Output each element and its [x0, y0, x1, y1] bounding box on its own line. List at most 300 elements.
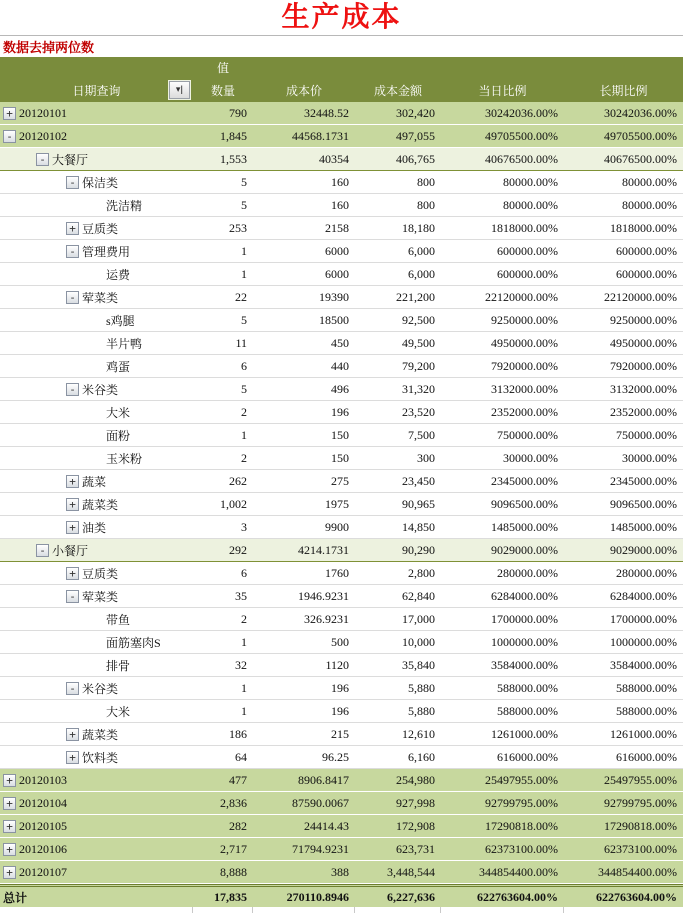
value-cell: 292: [229, 542, 247, 557]
value-cell: 622763604.00%: [596, 889, 677, 904]
value-cell: 344854400.00%: [598, 864, 677, 879]
value-cell: 92,500: [402, 312, 435, 327]
value-cell: 9029000.00%: [491, 542, 558, 557]
row-label-text: 带鱼: [106, 612, 131, 627]
value-cell: 500: [331, 634, 349, 649]
value-cell: 2345000.00%: [610, 473, 677, 488]
value-cell: 2352000.00%: [491, 404, 558, 419]
value-cell: 2: [241, 611, 247, 626]
row-label-cell: [0, 286, 193, 308]
value-cell: 80000.00%: [622, 174, 677, 189]
table-row: [0, 447, 683, 470]
row-label-cell: [0, 608, 193, 630]
row-label-cell: [0, 240, 193, 262]
value-cell: 186: [229, 726, 247, 741]
value-cell: 49705500.00%: [485, 128, 558, 143]
value-cell: 25497955.00%: [604, 772, 677, 787]
value-cell: 3132000.00%: [491, 381, 558, 396]
value-cell: 600000.00%: [497, 266, 558, 281]
row-label-text: 玉米粉: [106, 451, 143, 466]
row-label-cell: [0, 861, 193, 883]
value-cell: 10,000: [402, 634, 435, 649]
value-cell: 49705500.00%: [604, 128, 677, 143]
value-cell: 6: [241, 565, 247, 580]
expand-icon[interactable]: +: [66, 728, 79, 741]
column-header-4: 长期比例: [599, 83, 648, 98]
row-label-text: 米谷类: [82, 382, 119, 397]
value-cell: 450: [331, 335, 349, 350]
pivot-header-row: [0, 78, 683, 102]
row-label-cell: [0, 631, 193, 653]
value-cell: 196: [331, 404, 349, 419]
table-row: [0, 194, 683, 217]
value-cell: 1000000.00%: [491, 634, 558, 649]
value-cell: 90,965: [402, 496, 435, 511]
expand-icon[interactable]: +: [66, 567, 79, 580]
value-cell: 23,450: [402, 473, 435, 488]
collapse-icon[interactable]: -: [66, 383, 79, 396]
value-cell: 4950000.00%: [610, 335, 677, 350]
value-cell: 2: [241, 450, 247, 465]
value-cell: 22120000.00%: [604, 289, 677, 304]
value-cell: 1818000.00%: [491, 220, 558, 235]
column-header-1: 成本价: [285, 83, 322, 98]
value-cell: 6000: [325, 266, 349, 281]
value-cell: 5: [241, 197, 247, 212]
expand-icon[interactable]: +: [3, 797, 16, 810]
value-cell: 3584000.00%: [610, 657, 677, 672]
value-cell: 40676500.00%: [604, 151, 677, 166]
table-row: [0, 286, 683, 309]
value-cell: 22120000.00%: [485, 289, 558, 304]
value-cell: 3584000.00%: [491, 657, 558, 672]
row-label-cell: [0, 378, 193, 400]
row-label-cell: [0, 309, 193, 331]
value-cell: 1700000.00%: [610, 611, 677, 626]
value-cell: 440: [331, 358, 349, 373]
value-cell: 7920000.00%: [491, 358, 558, 373]
value-cell: 2,717: [220, 841, 247, 856]
value-cell: 35: [235, 588, 247, 603]
table-row: [0, 539, 683, 562]
row-label-text: 20120103: [19, 772, 67, 787]
sort-filter-dropdown-icon[interactable]: ▾ǀ: [169, 81, 190, 99]
value-cell: 3132000.00%: [610, 381, 677, 396]
value-cell: 96.25: [322, 749, 349, 764]
collapse-icon[interactable]: -: [3, 130, 16, 143]
value-cell: 588000.00%: [616, 703, 677, 718]
pivot-rows: [0, 102, 683, 907]
column-gridline: [354, 907, 355, 913]
expand-icon[interactable]: +: [3, 774, 16, 787]
value-cell: 17,000: [402, 611, 435, 626]
row-label-cell: [0, 194, 193, 216]
value-cell: 406,765: [396, 151, 435, 166]
value-cell: 6284000.00%: [610, 588, 677, 603]
table-row: [0, 677, 683, 700]
value-cell: 22: [235, 289, 247, 304]
row-label-text: 面粉: [106, 428, 131, 443]
pivot-table: [0, 57, 683, 913]
value-cell: 497,055: [396, 128, 435, 143]
collapse-icon[interactable]: -: [36, 544, 49, 557]
expand-icon[interactable]: +: [66, 521, 79, 534]
value-cell: 1: [241, 634, 247, 649]
pivot-header-values-row: [0, 57, 683, 78]
value-cell: 275: [331, 473, 349, 488]
row-label-text: 洗洁精: [106, 198, 143, 213]
value-cell: 40354: [319, 151, 349, 166]
value-cell: 1: [241, 703, 247, 718]
value-cell: 254,980: [396, 772, 435, 787]
report-note: 数据去掉两位数: [3, 40, 95, 55]
value-cell: 62373100.00%: [604, 841, 677, 856]
row-label-text: 面筋塞肉S: [106, 635, 161, 650]
value-cell: 1120: [325, 657, 349, 672]
value-cell: 150: [331, 427, 349, 442]
table-row: [0, 401, 683, 424]
row-label-text: 蔬菜: [82, 474, 107, 489]
value-cell: 588000.00%: [616, 680, 677, 695]
row-label-text: 蔬菜类: [82, 727, 119, 742]
table-row: [0, 263, 683, 286]
collapse-icon[interactable]: -: [66, 590, 79, 603]
value-cell: 5,880: [408, 680, 435, 695]
value-cell: 40676500.00%: [485, 151, 558, 166]
table-row: [0, 585, 683, 608]
next-row-gridline-strip: [0, 907, 683, 913]
column-header-3: 当日比例: [478, 83, 527, 98]
value-cell: 90,290: [402, 542, 435, 557]
row-label-cell: [0, 887, 193, 907]
value-cell: 6284000.00%: [491, 588, 558, 603]
value-cell: 19390: [319, 289, 349, 304]
value-cell: 23,520: [402, 404, 435, 419]
value-cell: 6000: [325, 243, 349, 258]
table-row: [0, 838, 683, 861]
value-cell: 1485000.00%: [610, 519, 677, 534]
row-labels-header: [0, 78, 193, 102]
table-row: [0, 608, 683, 631]
value-cell: 600000.00%: [616, 243, 677, 258]
value-cell: 4950000.00%: [491, 335, 558, 350]
collapse-icon[interactable]: -: [66, 682, 79, 695]
value-cell: 32448.52: [304, 105, 349, 120]
table-row: [0, 378, 683, 401]
value-cell: 71794.9231: [292, 841, 349, 856]
row-label-cell: [0, 493, 193, 515]
table-row: [0, 562, 683, 585]
table-row: [0, 332, 683, 355]
values-area-label: 值: [216, 61, 229, 75]
row-label-text: 大米: [106, 704, 131, 719]
column-gridline: [440, 907, 441, 913]
row-label-cell: [0, 815, 193, 837]
table-row: [0, 516, 683, 539]
row-label-text: 米谷类: [82, 681, 119, 696]
value-cell: 253: [229, 220, 247, 235]
value-cell: 1,845: [220, 128, 247, 143]
value-cell: 1485000.00%: [491, 519, 558, 534]
value-cell: 17290818.00%: [485, 818, 558, 833]
value-cell: 280000.00%: [497, 565, 558, 580]
row-label-cell: [0, 562, 193, 584]
value-cell: 31,320: [402, 381, 435, 396]
value-cell: 172,908: [396, 818, 435, 833]
value-cell: 1261000.00%: [610, 726, 677, 741]
row-labels-header-text: 日期查询: [72, 83, 121, 98]
expand-icon[interactable]: +: [66, 475, 79, 488]
value-cell: 6,160: [408, 749, 435, 764]
value-cell: 2345000.00%: [491, 473, 558, 488]
value-cell: 750000.00%: [497, 427, 558, 442]
row-label-cell: [0, 769, 193, 791]
column-gridline: [563, 907, 564, 913]
table-row: [0, 102, 683, 125]
expand-icon[interactable]: +: [3, 820, 16, 833]
value-cell: 18,180: [402, 220, 435, 235]
value-cell: 1,553: [220, 151, 247, 166]
collapse-icon[interactable]: -: [66, 245, 79, 258]
row-label-cell: [0, 746, 193, 768]
value-cell: 326.9231: [304, 611, 349, 626]
table-row: [0, 309, 683, 332]
value-cell: 2352000.00%: [610, 404, 677, 419]
value-cell: 14,850: [402, 519, 435, 534]
value-cell: 1: [241, 427, 247, 442]
row-label-cell: [0, 700, 193, 722]
value-cell: 600000.00%: [497, 243, 558, 258]
table-row: [0, 493, 683, 516]
value-cell: 2158: [325, 220, 349, 235]
row-label-cell: [0, 838, 193, 860]
value-cell: 1975: [325, 496, 349, 511]
row-label-text: s鸡腿: [106, 313, 135, 328]
value-cell: 79,200: [402, 358, 435, 373]
value-cell: 35,840: [402, 657, 435, 672]
value-cell: 30000.00%: [503, 450, 558, 465]
value-cell: 32: [235, 657, 247, 672]
value-cell: 270110.8946: [286, 889, 349, 904]
value-cell: 1000000.00%: [610, 634, 677, 649]
table-row: [0, 125, 683, 148]
value-cell: 215: [331, 726, 349, 741]
row-label-cell: [0, 723, 193, 745]
row-label-cell: [0, 470, 193, 492]
table-row: [0, 355, 683, 378]
value-cell: 17,835: [214, 889, 247, 904]
value-cell: 30000.00%: [622, 450, 677, 465]
row-label-cell: [0, 355, 193, 377]
column-header-0: 数量: [210, 83, 235, 98]
value-cell: 588000.00%: [497, 680, 558, 695]
table-row: [0, 769, 683, 792]
row-label-text: 20120102: [19, 128, 67, 143]
value-cell: 3: [241, 519, 247, 534]
value-cell: 4214.1731: [298, 542, 349, 557]
value-cell: 6,000: [408, 266, 435, 281]
table-row: [0, 884, 683, 907]
value-cell: 622763604.00%: [477, 889, 558, 904]
page-title: 生产成本: [281, 1, 402, 33]
value-cell: 17290818.00%: [604, 818, 677, 833]
row-label-cell: [0, 125, 193, 147]
row-label-text: 管理费用: [82, 244, 131, 259]
value-cell: 1: [241, 680, 247, 695]
table-row: [0, 631, 683, 654]
expand-icon[interactable]: +: [66, 498, 79, 511]
collapse-icon[interactable]: -: [36, 153, 49, 166]
value-cell: 9029000.00%: [610, 542, 677, 557]
value-cell: 800: [417, 197, 435, 212]
value-cell: 2,836: [220, 795, 247, 810]
row-label-text: 20120107: [19, 864, 67, 879]
expand-icon[interactable]: +: [3, 843, 16, 856]
row-label-text: 20120105: [19, 818, 67, 833]
report-subtitle-bar: [0, 36, 683, 57]
row-label-text: 运费: [106, 267, 131, 282]
row-label-text: 豆质类: [82, 566, 119, 581]
table-row: [0, 746, 683, 769]
table-row: [0, 217, 683, 240]
row-label-text: 半片鸭: [106, 336, 143, 351]
value-cell: 6,227,636: [387, 889, 435, 904]
value-cell: 11: [235, 335, 247, 350]
column-gridline: [252, 907, 253, 913]
value-cell: 6,000: [408, 243, 435, 258]
table-row: [0, 240, 683, 263]
value-cell: 12,610: [402, 726, 435, 741]
value-cell: 9096500.00%: [491, 496, 558, 511]
value-cell: 150: [331, 450, 349, 465]
value-cell: 623,731: [396, 841, 435, 856]
table-row: [0, 861, 683, 884]
value-cell: 92799795.00%: [604, 795, 677, 810]
value-cell: 80000.00%: [503, 174, 558, 189]
value-cell: 3,448,544: [387, 864, 435, 879]
value-cell: 5: [241, 381, 247, 396]
value-cell: 616000.00%: [616, 749, 677, 764]
table-row: [0, 723, 683, 746]
value-cell: 1: [241, 243, 247, 258]
value-cell: 1760: [325, 565, 349, 580]
row-label-text: 荤菜类: [82, 589, 119, 604]
value-cell: 87590.0067: [292, 795, 349, 810]
value-cell: 496: [331, 381, 349, 396]
row-label-text: 保洁类: [82, 175, 119, 190]
row-label-cell: [0, 171, 193, 193]
row-label-cell: [0, 424, 193, 446]
value-cell: 44568.1731: [292, 128, 349, 143]
table-row: [0, 424, 683, 447]
value-cell: 5: [241, 174, 247, 189]
value-cell: 1,002: [220, 496, 247, 511]
value-cell: 64: [235, 749, 247, 764]
row-label-text: 20120104: [19, 795, 67, 810]
row-label-text: 鸡蛋: [106, 359, 131, 374]
value-cell: 9096500.00%: [610, 496, 677, 511]
value-cell: 7920000.00%: [610, 358, 677, 373]
value-cell: 9900: [325, 519, 349, 534]
value-cell: 7,500: [408, 427, 435, 442]
row-label-cell: [0, 677, 193, 699]
row-label-cell: [0, 792, 193, 814]
value-cell: 262: [229, 473, 247, 488]
value-cell: 477: [229, 772, 247, 787]
row-label-cell: [0, 102, 193, 124]
value-cell: 1700000.00%: [491, 611, 558, 626]
table-row: [0, 654, 683, 677]
value-cell: 344854400.00%: [479, 864, 558, 879]
value-cell: 221,200: [396, 289, 435, 304]
table-row: [0, 171, 683, 194]
expand-icon[interactable]: +: [3, 107, 16, 120]
collapse-icon[interactable]: -: [66, 291, 79, 304]
value-cell: 1818000.00%: [610, 220, 677, 235]
row-label-cell: [0, 585, 193, 607]
expand-icon[interactable]: +: [66, 222, 79, 235]
value-cell: 92799795.00%: [485, 795, 558, 810]
value-cell: 282: [229, 818, 247, 833]
value-cell: 790: [229, 105, 247, 120]
row-label-text: 总计: [3, 890, 28, 905]
value-cell: 80000.00%: [622, 197, 677, 212]
table-row: [0, 700, 683, 723]
row-label-text: 排骨: [106, 658, 131, 673]
row-label-text: 大餐厅: [52, 152, 89, 167]
value-cell: 24414.43: [304, 818, 349, 833]
value-cell: 388: [331, 864, 349, 879]
row-label-text: 油类: [82, 520, 107, 535]
value-cell: 5: [241, 312, 247, 327]
expand-icon[interactable]: +: [66, 751, 79, 764]
report-title-bar: [0, 0, 683, 36]
row-label-cell: [0, 654, 193, 676]
value-cell: 600000.00%: [616, 266, 677, 281]
value-cell: 1261000.00%: [491, 726, 558, 741]
value-cell: 2,800: [408, 565, 435, 580]
expand-icon[interactable]: +: [3, 866, 16, 879]
value-cell: 196: [331, 703, 349, 718]
value-cell: 30242036.00%: [604, 105, 677, 120]
table-row: [0, 792, 683, 815]
value-cell: 6: [241, 358, 247, 373]
collapse-icon[interactable]: -: [66, 176, 79, 189]
value-cell: 25497955.00%: [485, 772, 558, 787]
column-gridline: [192, 907, 193, 913]
row-label-text: 20120101: [19, 105, 67, 120]
value-cell: 588000.00%: [497, 703, 558, 718]
row-label-cell: [0, 401, 193, 423]
value-cell: 5,880: [408, 703, 435, 718]
row-label-text: 蔬菜类: [82, 497, 119, 512]
value-cell: 49,500: [402, 335, 435, 350]
value-cell: 160: [331, 197, 349, 212]
row-label-cell: [0, 447, 193, 469]
row-label-text: 小餐厅: [52, 543, 89, 558]
row-label-text: 荤菜类: [82, 290, 119, 305]
value-cell: 62,840: [402, 588, 435, 603]
row-label-cell: [0, 217, 193, 239]
value-cell: 302,420: [396, 105, 435, 120]
value-cell: 18500: [319, 312, 349, 327]
row-label-cell: [0, 148, 193, 170]
value-cell: 927,998: [396, 795, 435, 810]
value-cell: 80000.00%: [503, 197, 558, 212]
row-label-cell: [0, 263, 193, 285]
value-cell: 30242036.00%: [485, 105, 558, 120]
row-label-text: 饮料类: [82, 750, 119, 765]
